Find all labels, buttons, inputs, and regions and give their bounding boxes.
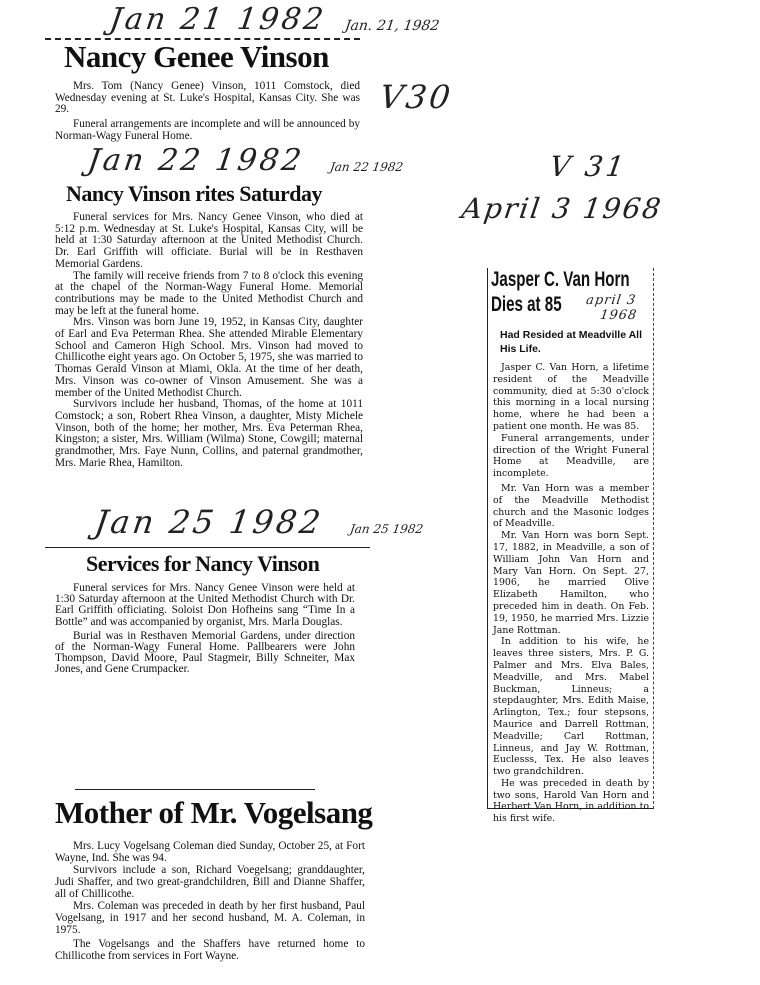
paragraph: Mrs. Tom (Nancy Genee) Vinson, 1011 Comstock, died Wednesday evening at St. Luke's Hospital, Kansas City. She was 29. <box>55 80 360 116</box>
headline: Jasper C. Van Horn <box>491 268 630 291</box>
paragraph: In addition to his wife, he leaves three sisters, Mrs. P. G. Palmer and Mrs. Elva Bales, Meadville, and Mrs. Mabel Buckman, Linneus; a stepdaughter, Mrs. Edith Maise, Arlington, Tex.; four stepsons, Maurice and Darrell Rottman, Meadville; Carl Rottman, Linneus, and Jay W. Rottman, Euclesss, Tex. He also leaves two grandchildren. <box>493 636 649 778</box>
article-body <box>55 212 363 469</box>
divider <box>45 547 370 548</box>
handwritten-date: Jan 22 1982 <box>85 143 307 178</box>
subhead: Had Resided at Meadville All His Life. <box>500 329 642 355</box>
paragraph: Survivors include her husband, Thomas, of the home at 1011 Comstock; a son, Robert Rhea Vinson, a daughter, Misty Michele Vinson, both of the home; her mother, Mrs. Eva Peterman Rhea, Kingston; a sister, Mrs. William (Wilma) Stone, Cowgill; maternal grandmother, Mrs. Faye Nunn, Collins, and paternal grandmother, Mrs. Marie Rhea, Hamilton. <box>55 398 363 469</box>
article-body <box>55 583 355 676</box>
index-mark: V 31 <box>547 150 630 183</box>
divider <box>75 789 315 790</box>
headline: Services for Nancy Vinson <box>86 551 320 576</box>
paragraph: Funeral arrangements, under direction of the Wright Funeral Home at Meadville, are incomplete. <box>493 432 649 480</box>
paragraph: He was preceded in death by two sons, Harold Van Horn and Herbert Van Horn, in addition to his first wife. <box>493 777 649 825</box>
paragraph: Funeral services for Mrs. Nancy Genee Vinson, who died at 5:12 p.m. Wednesday at St. Luke's Hospital, Kansas City, will be held at 1:30 Saturday afternoon at the United Methodist Church. Dr. Earl Griffith will officiate. Burial will be in Resthaven Memorial Gardens. <box>55 211 363 270</box>
article-body <box>55 840 365 962</box>
article-body <box>55 81 360 143</box>
paragraph: The family will receive friends from 7 to 8 o'clock this evening at the chapel of the Norman-Wagy Funeral Home. Memorial contributions may be made to the United Methodist Church and may be left at the funeral home. <box>55 269 363 317</box>
paragraph: The Vogelsangs and the Shaffers have returned home to Chillicothe from services in Fort Wayne. <box>55 938 365 962</box>
handwritten-date: Jan 21 1982 <box>107 2 329 37</box>
paragraph: Mr. Van Horn was born Sept. 17, 1882, in Meadville, a son of William John Van Horn and Mary Van Horn. On Sept. 27, 1906, he married Olive Elizabeth Hamilton, who preceded him in death. On Feb. 19, 1950, he married Mrs. Lizzie Jane Rottman. <box>493 530 649 636</box>
paragraph: Survivors include a son, Richard Voegelsang; granddaughter, Judi Shaffer, and two great-grandchildren, Bill and Dianne Shaffer, all of Chillicothe. <box>55 864 365 900</box>
paragraph: Funeral services for Mrs. Nancy Genee Vinson were held at 1:30 Saturday afternoon at the United Methodist Church with Dr. Earl Griffith officiating. Soloist Don Hofheins sang “Time In a Bottle” and was accompanied by organist, Mrs. Marla Douglas. <box>55 582 355 628</box>
paragraph: Mrs. Vinson was born June 19, 1952, in Kansas City, daughter of Earl and Eva Peterman Rhea. She attended Mirable Elementary School and Cameron High School. Mrs. Vinson had moved to Chillicothe eight years ago. On October 5, 1975, she was married to Thomas Gerald Vinson at Miami, Okla. At the time of her death, Mrs. Vinson was co-owner of Vinson Amusement. She was a member of the United Methodist Church. <box>55 316 363 399</box>
margin-note: Jan. 21, 1982 <box>343 18 441 34</box>
margin-note: Jan 22 1982 <box>329 160 405 174</box>
paragraph: Mrs. Lucy Vogelsang Coleman died Sunday, October 25, at Fort Wayne, Ind. She was 94. <box>55 840 365 864</box>
headline: Nancy Genee Vinson <box>64 39 329 74</box>
margin-note: Jan 25 1982 <box>349 522 425 536</box>
handwritten-date: Jan 25 1982 <box>92 503 326 541</box>
article-body <box>493 362 649 825</box>
headline: Dies at 85 <box>491 293 562 316</box>
margin-note: 1968 <box>599 308 639 323</box>
headline: Nancy Vinson rites Saturday <box>66 181 323 206</box>
handwritten-date: April 3 1968 <box>459 192 665 225</box>
headline: Mother of Mr. Vogelsang <box>55 795 373 830</box>
margin-note: april 3 <box>585 293 638 308</box>
clipping-van-horn <box>487 268 654 825</box>
paragraph: Mr. Van Horn was a member of the Meadville Methodist church and the Masonic lodges of Meadville. <box>493 482 649 530</box>
paragraph: Mrs. Coleman was preceded in death by her first husband, Paul Vogelsang, in 1917 and her second husband, M. A. Coleman, in 1975. <box>55 900 365 936</box>
index-mark: V30 <box>377 78 456 116</box>
paragraph: Burial was in Resthaven Memorial Gardens, under direction of the Norman-Wagy Funeral Home. Pallbearers were John Thompson, David Moore, Paul Stagmeir, Billy Schneiter, Max Jones, and Gene Crumpacker. <box>55 629 355 676</box>
paragraph: Jasper C. Van Horn, a lifetime resident of the Meadville community, died at 5:30 o'clock this morning in a local nursing home, where he had been a patient one month. He was 85. <box>493 362 649 432</box>
paragraph: Funeral arrangements are incomplete and will be announced by Norman-Wagy Funeral Home. <box>55 118 360 142</box>
